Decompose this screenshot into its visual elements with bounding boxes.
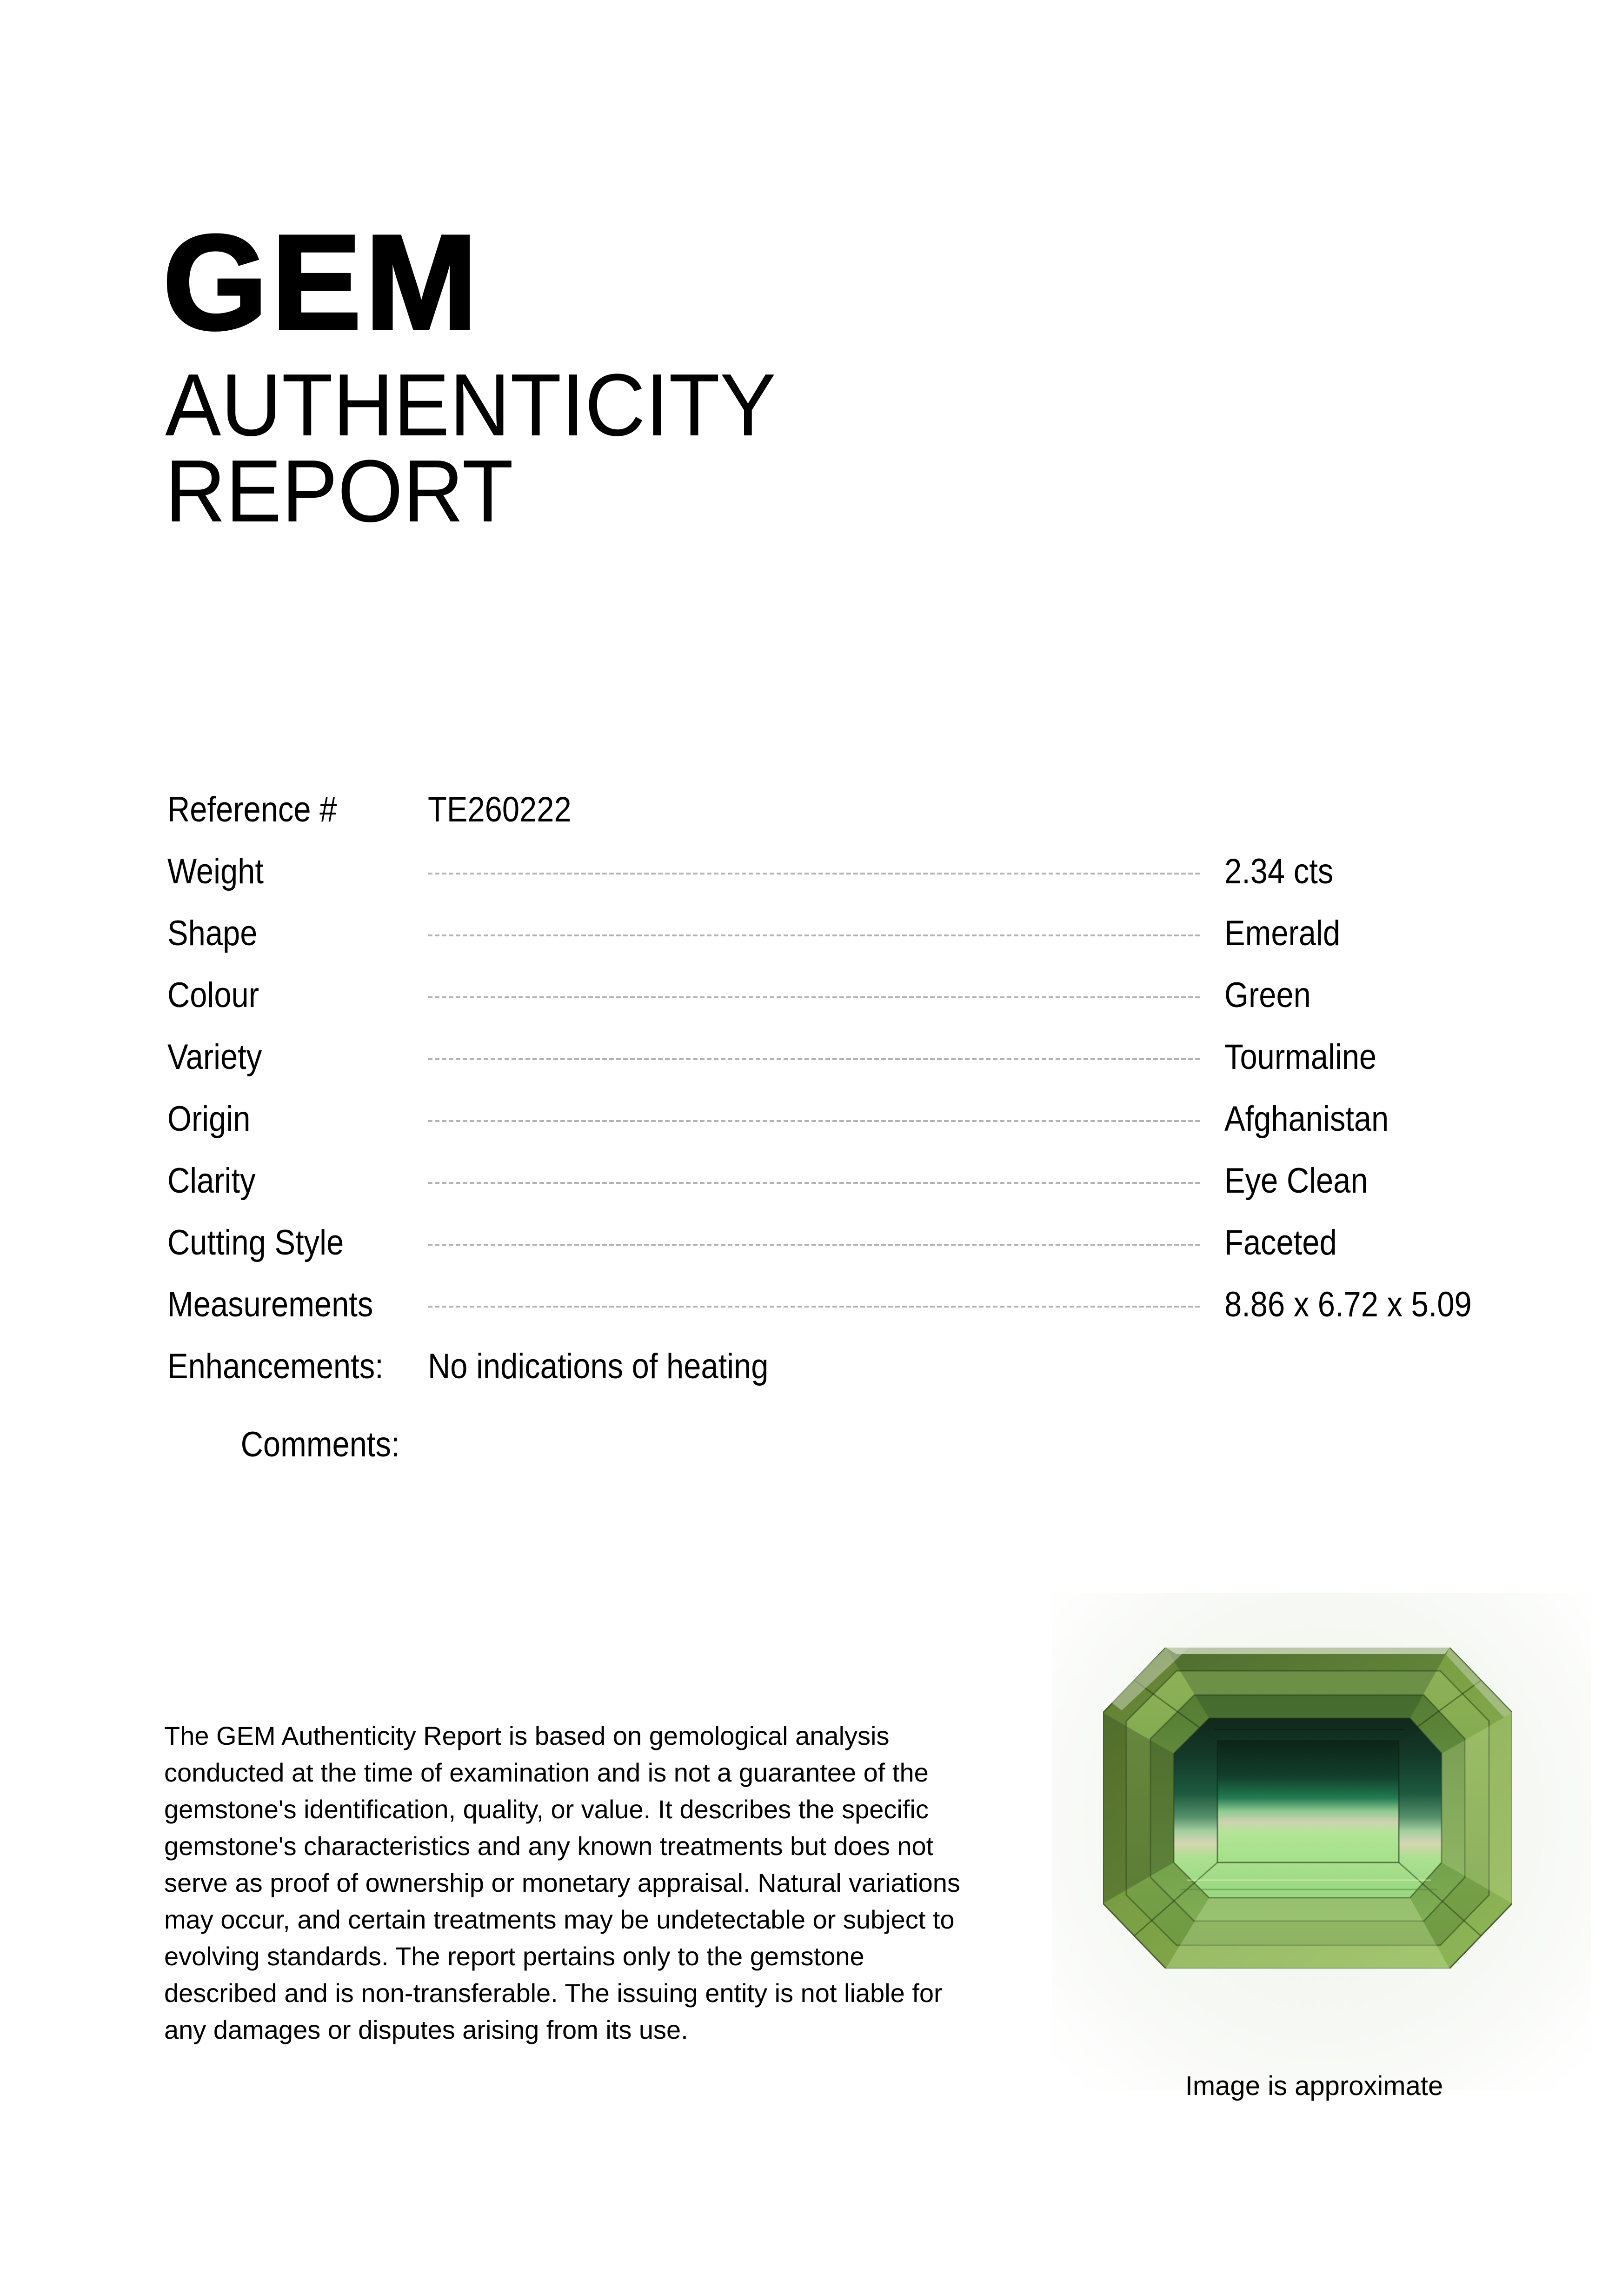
field-label-variety: Variety <box>167 1037 262 1077</box>
gemstone-image <box>1103 1648 1512 1969</box>
page-title: GEM <box>163 207 481 358</box>
page-subtitle-line1: AUTHENTICITY <box>165 356 776 454</box>
field-label-shape: Shape <box>167 914 258 953</box>
disclaimer-paragraph: The GEM Authenticity Report is based on gemological analysis conducted at the time of examination and is not a guarantee of the gemstone's identification, quality, or value. It describes the specific gemstone's characteristics and any known treatments but does not serve as proof of ownership or monetary appraisal. Natural variations may occur, and certain treatments may be undetectable or subject to evolving standards. The report pertains only to the gemstone described and is non-transferable. The issuing entity is not liable for any damages or disputes arising from its use. <box>164 1721 960 2044</box>
field-label-enhancements: Enhancements: <box>167 1347 384 1386</box>
leader-line <box>428 1182 1202 1184</box>
photo-caption: Image is approximate <box>1185 2071 1443 2101</box>
field-row-cutting-style <box>167 1220 1465 1271</box>
field-row-variety <box>167 1034 1465 1085</box>
field-label-clarity: Clarity <box>167 1161 256 1201</box>
field-row-clarity <box>167 1158 1465 1209</box>
leader-line <box>428 1058 1202 1060</box>
field-value-enhancements: No indications of heating <box>428 1347 769 1386</box>
field-label-weight: Weight <box>167 852 264 891</box>
field-row-enhancements <box>167 1343 1465 1395</box>
field-row-colour <box>167 972 1465 1023</box>
field-label-origin: Origin <box>167 1099 251 1139</box>
field-row-comments <box>167 1422 1465 1473</box>
leader-line <box>428 996 1202 998</box>
leader-line <box>428 1244 1202 1246</box>
leader-line <box>428 1120 1202 1122</box>
gem-photo <box>1052 1593 1591 2090</box>
field-value-cutting-style: Faceted <box>1224 1223 1337 1262</box>
field-row-origin <box>167 1096 1465 1147</box>
field-label-comments: Comments: <box>241 1425 400 1464</box>
field-row-measurements <box>167 1281 1472 1333</box>
field-value-variety: Tourmaline <box>1224 1037 1377 1077</box>
field-value-weight: 2.34 cts <box>1224 852 1334 891</box>
field-value-origin: Afghanistan <box>1224 1099 1389 1139</box>
field-value-shape: Emerald <box>1224 914 1341 953</box>
leader-line <box>428 873 1202 874</box>
field-label-cutting-style: Cutting Style <box>167 1223 344 1262</box>
field-value-clarity: Eye Clean <box>1224 1161 1368 1201</box>
field-label-colour: Colour <box>167 975 259 1015</box>
field-value-measurements: 8.86 x 6.72 x 5.09 <box>1224 1285 1472 1324</box>
field-label-reference: Reference # <box>167 790 337 829</box>
page-subtitle-line2: REPORT <box>165 442 513 541</box>
field-row-shape <box>167 910 1465 961</box>
field-value-colour: Green <box>1224 975 1311 1015</box>
field-row-weight <box>167 848 1465 900</box>
page-subtitle <box>165 356 776 541</box>
leader-line <box>428 934 1202 936</box>
field-label-measurements: Measurements <box>167 1285 373 1324</box>
leader-line <box>428 1306 1202 1308</box>
field-row-reference <box>167 787 1465 838</box>
field-value-reference: TE260222 <box>428 790 572 829</box>
